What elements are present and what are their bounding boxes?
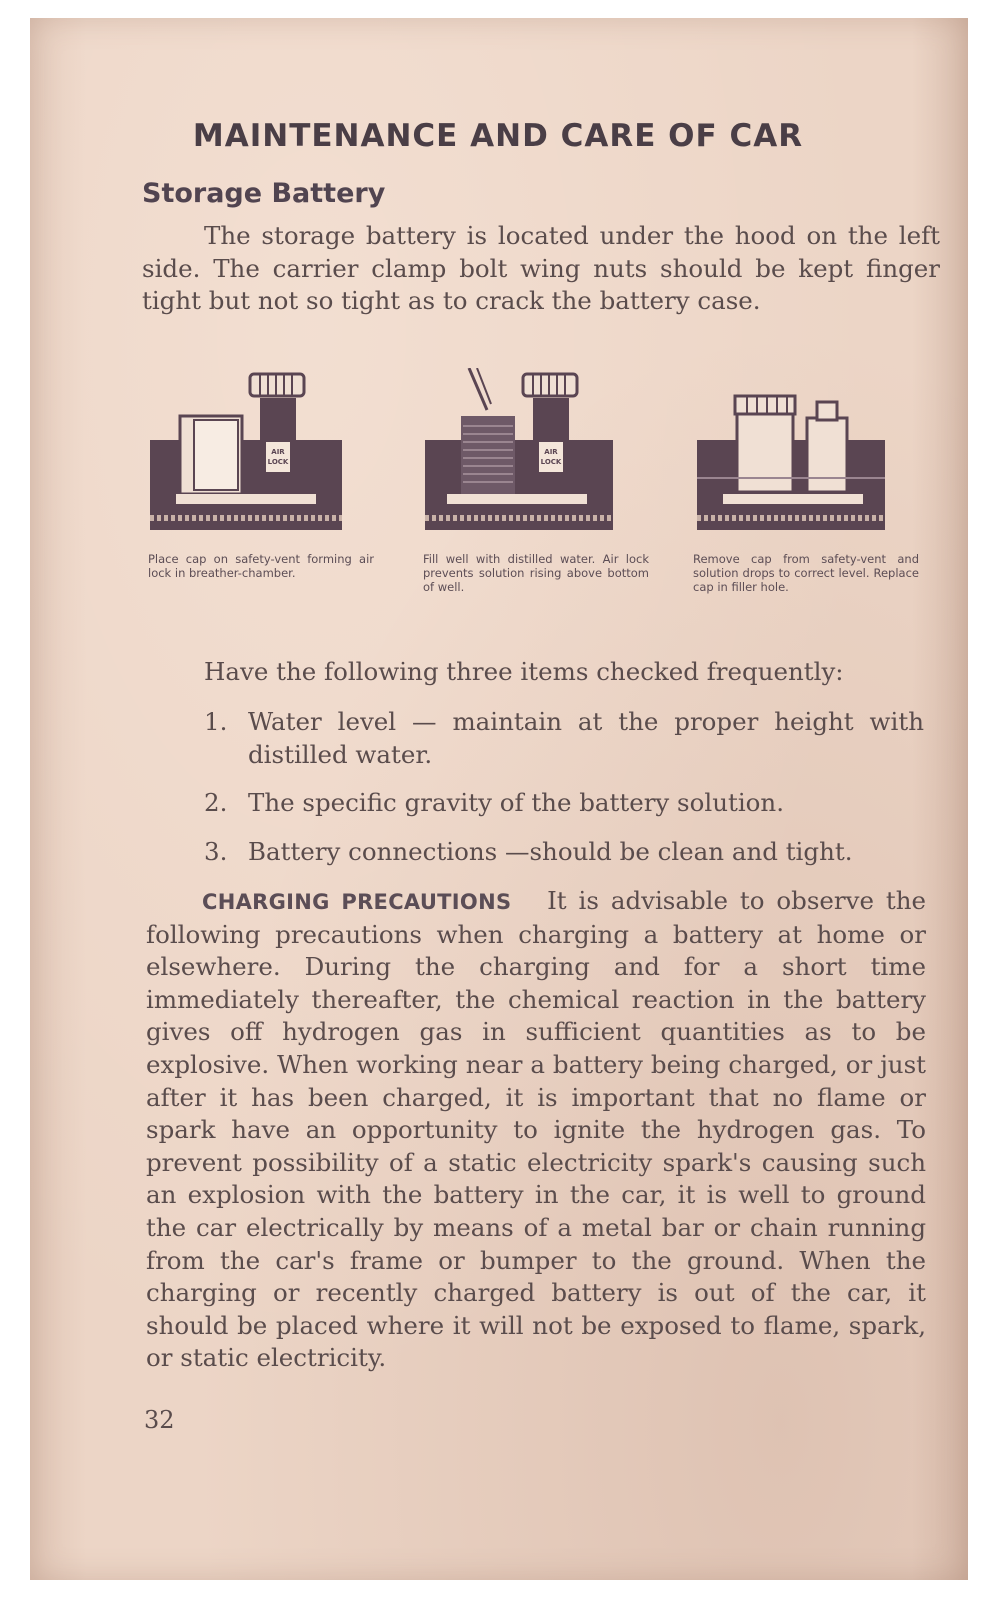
figure-2-caption: Fill well with distilled water. Air lock prevents solution rising above bottom of well.	[423, 552, 649, 594]
battery-cell-diagram-2	[425, 368, 665, 538]
battery-cell-diagram-3	[697, 368, 937, 538]
list-item-text: The specific gravity of the battery solution.	[248, 788, 784, 817]
figure-1	[150, 368, 390, 538]
figure-2-label-line1: AIR	[544, 448, 558, 456]
charging-precautions-paragraph	[146, 885, 926, 1375]
list-item-number: 3.	[204, 837, 228, 866]
figure-1-label-line1: AIR	[271, 448, 285, 456]
section-heading: Storage Battery	[142, 178, 386, 209]
charging-precautions-text: It is advisable to observe the following precautions when charging a battery at home or elsewhere. During the charging and for a short time immediately thereafter, the chemical reaction in the battery gives off hydrogen gas in sufficient quantities as to be explosive. When working near a battery being charged, or just after it has been charged, it is important that no flame or spark have an opportunity to ignite the hydrogen gas. To prevent possibility of a static electricity spark's causing such an explosion with the battery in the car, it is well to ground the car electrically by means of a metal bar or chain running from the car's frame or bumper to the ground. When the charging or recently charged battery is out of the car, it should be placed where it will not be exposed to flame, spark, or static electricity.	[146, 886, 926, 1373]
figure-1-caption: Place cap on safety-vent forming air lock in breather-chamber.	[148, 552, 374, 580]
list-item	[204, 836, 928, 870]
charging-precautions-heading: CHARGING PRECAUTIONS	[202, 890, 512, 914]
page-title: MAINTENANCE AND CARE OF CAR	[192, 118, 804, 154]
page-number: 32	[144, 1406, 175, 1434]
intro-paragraph: The storage battery is located under the hood on the left side. The carrier clamp bolt wing nuts should be kept finger tight but not so tight as to crack the battery case.	[142, 221, 940, 316]
figure-1-label-line2: LOCK	[267, 458, 289, 466]
figure-2-label-line2: LOCK	[540, 458, 562, 466]
list-item-text: Battery connections —should be clean and tight.	[248, 837, 853, 866]
figure-3	[697, 368, 937, 538]
list-item	[204, 787, 928, 821]
figure-2	[425, 368, 665, 538]
list-item	[204, 706, 928, 772]
checklist-intro: Have the following three items checked frequently:	[204, 657, 844, 686]
list-item-number: 1.	[204, 707, 228, 736]
list-item-number: 2.	[204, 788, 228, 817]
figure-3-caption: Remove cap from safety-vent and solution drops to correct level. Replace cap in filler hole.	[693, 552, 919, 594]
list-item-text: Water level — maintain at the proper height with distilled water.	[248, 707, 924, 769]
battery-cell-diagram-1	[150, 368, 390, 538]
